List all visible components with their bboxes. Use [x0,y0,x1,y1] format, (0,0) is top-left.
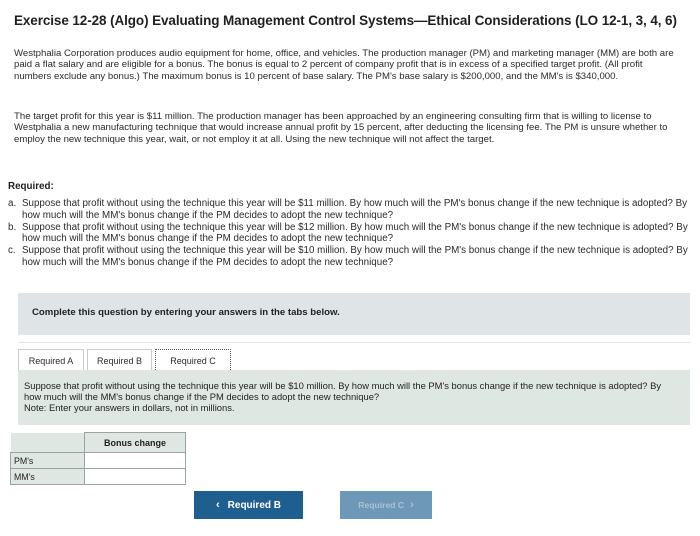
requirements-list [8,198,688,269]
requirement-text: Suppose that profit without using the technique this year will be $11 million. By how much will the PM's bonus change if the new technique is adopted? By how much will the MM's bonus change if the PM decides to adopt the new technique? [22,198,687,221]
pm-row-label: PM's [11,453,85,469]
tab-required-a[interactable]: Required A [18,349,84,371]
requirement-text: Suppose that profit without using the technique this year will be $10 million. By how much will the PM's bonus change if the new technique is adopted? By how much will the MM's bonus change if the PM decides to adopt the new technique? [22,245,688,268]
answer-table [10,432,186,485]
requirement-a [8,198,688,222]
tab-required-b[interactable]: Required B [87,349,152,371]
tab-required-c[interactable]: Required C [155,349,231,374]
requirement-letter: c. [8,245,16,257]
mm-bonus-cell [85,469,186,485]
instructions-bar [18,293,690,335]
scenario-paragraph: Westphalia Corporation produces audio equipment for home, office, and vehicles. The production manager (PM) and marketing manager (MM) are both are paid a flat salary and are eligible for a bonus. The bonus is equal to 2 percent of company profit that is in excess of a specified target profit. (All profit numbers exclude any bonus.) The maximum bonus is 10 percent of base salary. The PM's base salary is $200,000, and the MM's is $340,000. [14,48,674,82]
chevron-left-icon: ‹ [215,498,220,511]
mm-bonus-change-input[interactable] [85,470,179,484]
pm-bonus-change-input[interactable] [85,454,179,468]
prev-button-label: Required B [227,499,281,511]
requirement-b [8,222,688,246]
question-prompt: Suppose that profit without using the technique this year will be $10 million. By how much will the PM's bonus change if the new technique is adopted? By how much will the MM's bonus change if the PM decides to adopt the new technique? [24,380,662,402]
chevron-right-icon: › [410,498,414,511]
instructions-text: Complete this question by entering your answers in the tabs below. [32,307,340,318]
question-panel [18,370,690,425]
target-profit-paragraph: The target profit for this year is $11 million. The production manager has been approached by an engineering consulting firm that is willing to license to Westphalia a new manufacturing technique that would increase annual profit by 15 percent, after deducting the licensing fee. The PM is unsure whether to employ the new technique this year, wait, or not employ it at all. Using the new technique will not affect the target. [14,111,668,145]
question-text [24,380,664,413]
tab-bar [18,342,690,373]
pm-bonus-cell [85,453,186,469]
answer-table-header-row [11,433,186,453]
exercise-title: Exercise 12-28 (Algo) Evaluating Management Control Systems—Ethical Considerations (LO 12-1, 3, 4, 6) [14,13,677,28]
bonus-change-header: Bonus change [85,433,186,453]
prev-required-button[interactable] [194,491,303,519]
requirement-letter: b. [8,221,17,233]
next-required-button[interactable] [340,491,432,519]
mm-row-label: MM's [11,469,85,485]
requirement-letter: a. [8,198,17,209]
required-heading: Required: [8,181,54,192]
answer-table-corner [11,433,85,453]
answer-note: Note: Enter your answers in dollars, not in millions. [24,402,235,413]
requirement-text: Suppose that profit without using the technique this year will be $12 million. By how much will the PM's bonus change if the new technique is adopted? By how much will the MM's bonus change if the PM decides to adopt the new technique? [22,221,688,245]
table-row [11,453,186,469]
requirement-c [8,245,688,269]
next-button-label: Required C [358,500,405,510]
table-row [11,469,186,485]
